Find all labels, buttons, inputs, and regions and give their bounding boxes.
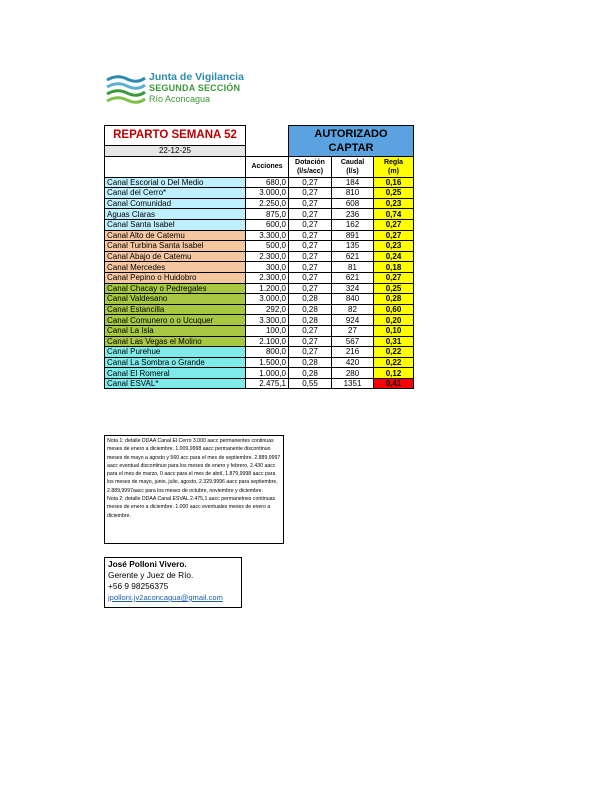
acciones-cell: 1.200,0 — [246, 283, 289, 294]
canal-name-cell: Canal Estancilla — [105, 304, 246, 315]
canal-name-cell: Canal Mercedes — [105, 262, 246, 273]
caudal-cell: 280 — [332, 368, 374, 379]
acciones-cell: 2.100,0 — [246, 336, 289, 347]
acciones-cell: 3.300,0 — [246, 230, 289, 241]
canal-name-cell: Canal del Cerro* — [105, 188, 246, 199]
caudal-cell: 840 — [332, 294, 374, 305]
table-row — [105, 241, 414, 252]
regla-cell: 0,31 — [374, 336, 414, 347]
table-row — [105, 368, 414, 379]
table-row — [105, 230, 414, 241]
regla-cell: 0,25 — [374, 188, 414, 199]
note-2: Nota 2: detalle DDAA Canal ESVAL 2.475,1 aacc permanetnes continuas meses de enero a diciembre. 1.000 aacc eventuales meses de enero a diciembre. — [107, 496, 276, 519]
col-dotacion-l1: Dotación — [295, 158, 325, 166]
regla-cell: 0,23 — [374, 198, 414, 209]
regla-cell: 0,18 — [374, 262, 414, 273]
dotacion-cell: 0,28 — [289, 315, 332, 326]
table-body — [105, 177, 414, 389]
acciones-cell: 2.475,1 — [246, 378, 289, 389]
table-row — [105, 315, 414, 326]
dotacion-cell: 0,27 — [289, 177, 332, 188]
dotacion-cell: 0,27 — [289, 219, 332, 230]
caudal-cell: 621 — [332, 272, 374, 283]
caudal-cell: 184 — [332, 177, 374, 188]
caudal-cell: 608 — [332, 198, 374, 209]
note-1: Nota 1: detalle DDAA Canal El Cerro 3.000 aacc permanentes continuas meses de enero a diciembre. 1.009,9998 aacc permanente discontinuo meses de mayo a agosto y 560 acc para el mes de septiembre. 2.889,9997 aacc eventual discontinuo para los meses de enero y febrero, 2.430 aacc para el mes de marzo, 0 aacc para el mes de abril, 1.879,9998 aacc para los meses de mayo, junio, julio, agosto, 2.329,9996 aacc para septiembre, 2.889,9997aacc para los meses de octubre, noviembre y diciembre. — [107, 438, 281, 494]
canal-name-cell: Canal Santa Isabel — [105, 219, 246, 230]
dotacion-cell: 0,27 — [289, 188, 332, 199]
dotacion-cell: 0,27 — [289, 272, 332, 283]
regla-cell: 0,60 — [374, 304, 414, 315]
contact-box — [104, 557, 242, 608]
table-row — [105, 357, 414, 368]
canal-name-cell: Canal Valdesano — [105, 294, 246, 305]
dotacion-cell: 0,28 — [289, 357, 332, 368]
col-caudal-l1: Caudal — [340, 158, 365, 166]
acciones-cell: 680,0 — [246, 177, 289, 188]
contact-name: José Polloni Vivero. — [108, 559, 187, 569]
dotacion-cell: 0,28 — [289, 304, 332, 315]
notes-box — [104, 435, 284, 544]
caudal-cell: 82 — [332, 304, 374, 315]
contact-email-link[interactable]: jpolloni.jv2aconcagua@gmail.com — [108, 593, 223, 602]
regla-cell: 0,16 — [374, 177, 414, 188]
acciones-cell: 2.250,0 — [246, 198, 289, 209]
caudal-cell: 135 — [332, 241, 374, 252]
col-caudal — [332, 156, 374, 177]
canal-name-cell: Canal Turbina Santa Isabel — [105, 241, 246, 252]
table-row — [105, 251, 414, 262]
table-row — [105, 325, 414, 336]
dotacion-cell: 0,27 — [289, 251, 332, 262]
col-regla — [374, 156, 414, 177]
canal-name-cell: Canal La Sombra o Grande — [105, 357, 246, 368]
dotacion-cell: 0,27 — [289, 325, 332, 336]
acciones-cell: 500,0 — [246, 241, 289, 252]
canal-name-cell: Canal Las Vegas el Molino — [105, 336, 246, 347]
table-row — [105, 294, 414, 305]
regla-cell: 0,10 — [374, 325, 414, 336]
regla-cell: 0,22 — [374, 347, 414, 358]
col-dotacion-l2: (l/s/acc) — [296, 167, 324, 175]
acciones-cell: 1.500,0 — [246, 357, 289, 368]
canal-name-cell: Canal Escorial o Del Medio — [105, 177, 246, 188]
canal-name-cell: Canal Comunero o o Ucuquer — [105, 315, 246, 326]
acciones-cell: 600,0 — [246, 219, 289, 230]
acciones-cell: 3.000,0 — [246, 294, 289, 305]
canal-name-cell: Canal La Isla — [105, 325, 246, 336]
waves-logo-icon — [105, 70, 147, 110]
col-dotacion — [289, 156, 332, 177]
regla-cell: 0,22 — [374, 357, 414, 368]
authorized-header — [289, 126, 414, 157]
regla-cell: 0,25 — [374, 283, 414, 294]
caudal-cell: 27 — [332, 325, 374, 336]
caudal-cell: 216 — [332, 347, 374, 358]
acciones-cell: 292,0 — [246, 304, 289, 315]
contact-phone: +56 9 98256375 — [108, 581, 169, 591]
regla-cell: 0,12 — [374, 368, 414, 379]
caudal-cell: 567 — [332, 336, 374, 347]
table-row — [105, 304, 414, 315]
caudal-cell: 420 — [332, 357, 374, 368]
logo-line-3: Río Aconcagua — [149, 94, 211, 104]
canal-name-cell: Canal El Romeral — [105, 368, 246, 379]
caudal-cell: 236 — [332, 209, 374, 220]
dotacion-cell: 0,27 — [289, 283, 332, 294]
table-row — [105, 209, 414, 220]
dotacion-cell: 0,28 — [289, 368, 332, 379]
caudal-cell: 924 — [332, 315, 374, 326]
acciones-cell: 875,0 — [246, 209, 289, 220]
table-row — [105, 188, 414, 199]
dotacion-cell: 0,27 — [289, 198, 332, 209]
canal-name-cell: Canal ESVAL* — [105, 378, 246, 389]
regla-cell: 0,41 — [374, 378, 414, 389]
authorized-line-1: AUTORIZADO — [314, 127, 388, 140]
table-row — [105, 177, 414, 188]
col-acciones: Acciones — [246, 156, 289, 177]
acciones-cell: 2.300,0 — [246, 272, 289, 283]
table-row — [105, 378, 414, 389]
dotacion-cell: 0,55 — [289, 378, 332, 389]
acciones-cell: 3.000,0 — [246, 188, 289, 199]
table-row — [105, 347, 414, 358]
canal-name-cell: Aguas Claras — [105, 209, 246, 220]
table-row — [105, 283, 414, 294]
caudal-cell: 81 — [332, 262, 374, 273]
acciones-cell: 800,0 — [246, 347, 289, 358]
regla-cell: 0,20 — [374, 315, 414, 326]
canal-name-cell: Canal Alto de Catemu — [105, 230, 246, 241]
dotacion-cell: 0,27 — [289, 262, 332, 273]
report-date: 22-12-25 — [105, 146, 246, 157]
canal-name-cell: Canal Comunidad — [105, 198, 246, 209]
regla-cell: 0,24 — [374, 251, 414, 262]
regla-cell: 0,27 — [374, 272, 414, 283]
caudal-cell: 162 — [332, 219, 374, 230]
acciones-cell: 3.300,0 — [246, 315, 289, 326]
dotacion-cell: 0,27 — [289, 209, 332, 220]
col-regla-l1: Regla — [383, 158, 404, 166]
dotacion-cell: 0,27 — [289, 336, 332, 347]
canal-name-cell: Canal Abajo de Catemu — [105, 251, 246, 262]
logo-line-2: SEGUNDA SECCIÓN — [149, 83, 241, 93]
dotacion-cell: 0,27 — [289, 241, 332, 252]
caudal-cell: 891 — [332, 230, 374, 241]
dotacion-cell: 0,27 — [289, 347, 332, 358]
contact-role: Gerente y Juez de Río. — [108, 570, 194, 580]
dotacion-cell: 0,28 — [289, 294, 332, 305]
canal-name-cell: Canal Purehue — [105, 347, 246, 358]
canal-name-cell: Canal Chacay o Pedregales — [105, 283, 246, 294]
acciones-cell: 300,0 — [246, 262, 289, 273]
authorized-line-2: CAPTAR — [328, 141, 374, 154]
regla-cell: 0,27 — [374, 219, 414, 230]
caudal-cell: 324 — [332, 283, 374, 294]
acciones-cell: 100,0 — [246, 325, 289, 336]
caudal-cell: 621 — [332, 251, 374, 262]
canal-name-cell: Canal Pepino o Huidobro — [105, 272, 246, 283]
table-row — [105, 262, 414, 273]
acciones-cell: 2.300,0 — [246, 251, 289, 262]
logo-line-1: Junta de Vigilancia — [149, 71, 244, 83]
table-row — [105, 198, 414, 209]
caudal-cell: 810 — [332, 188, 374, 199]
table-row — [105, 336, 414, 347]
distribution-table — [104, 125, 414, 389]
junta-logo — [105, 70, 255, 112]
acciones-cell: 1.000,0 — [246, 368, 289, 379]
regla-cell: 0,27 — [374, 230, 414, 241]
report-title: REPARTO SEMANA 52 — [105, 126, 246, 146]
regla-cell: 0,23 — [374, 241, 414, 252]
dotacion-cell: 0,27 — [289, 230, 332, 241]
col-regla-l2: (m) — [388, 167, 399, 175]
col-caudal-l2: (l/s) — [346, 167, 359, 175]
regla-cell: 0,28 — [374, 294, 414, 305]
table-row — [105, 219, 414, 230]
table-row — [105, 272, 414, 283]
regla-cell: 0,74 — [374, 209, 414, 220]
caudal-cell: 1351 — [332, 378, 374, 389]
